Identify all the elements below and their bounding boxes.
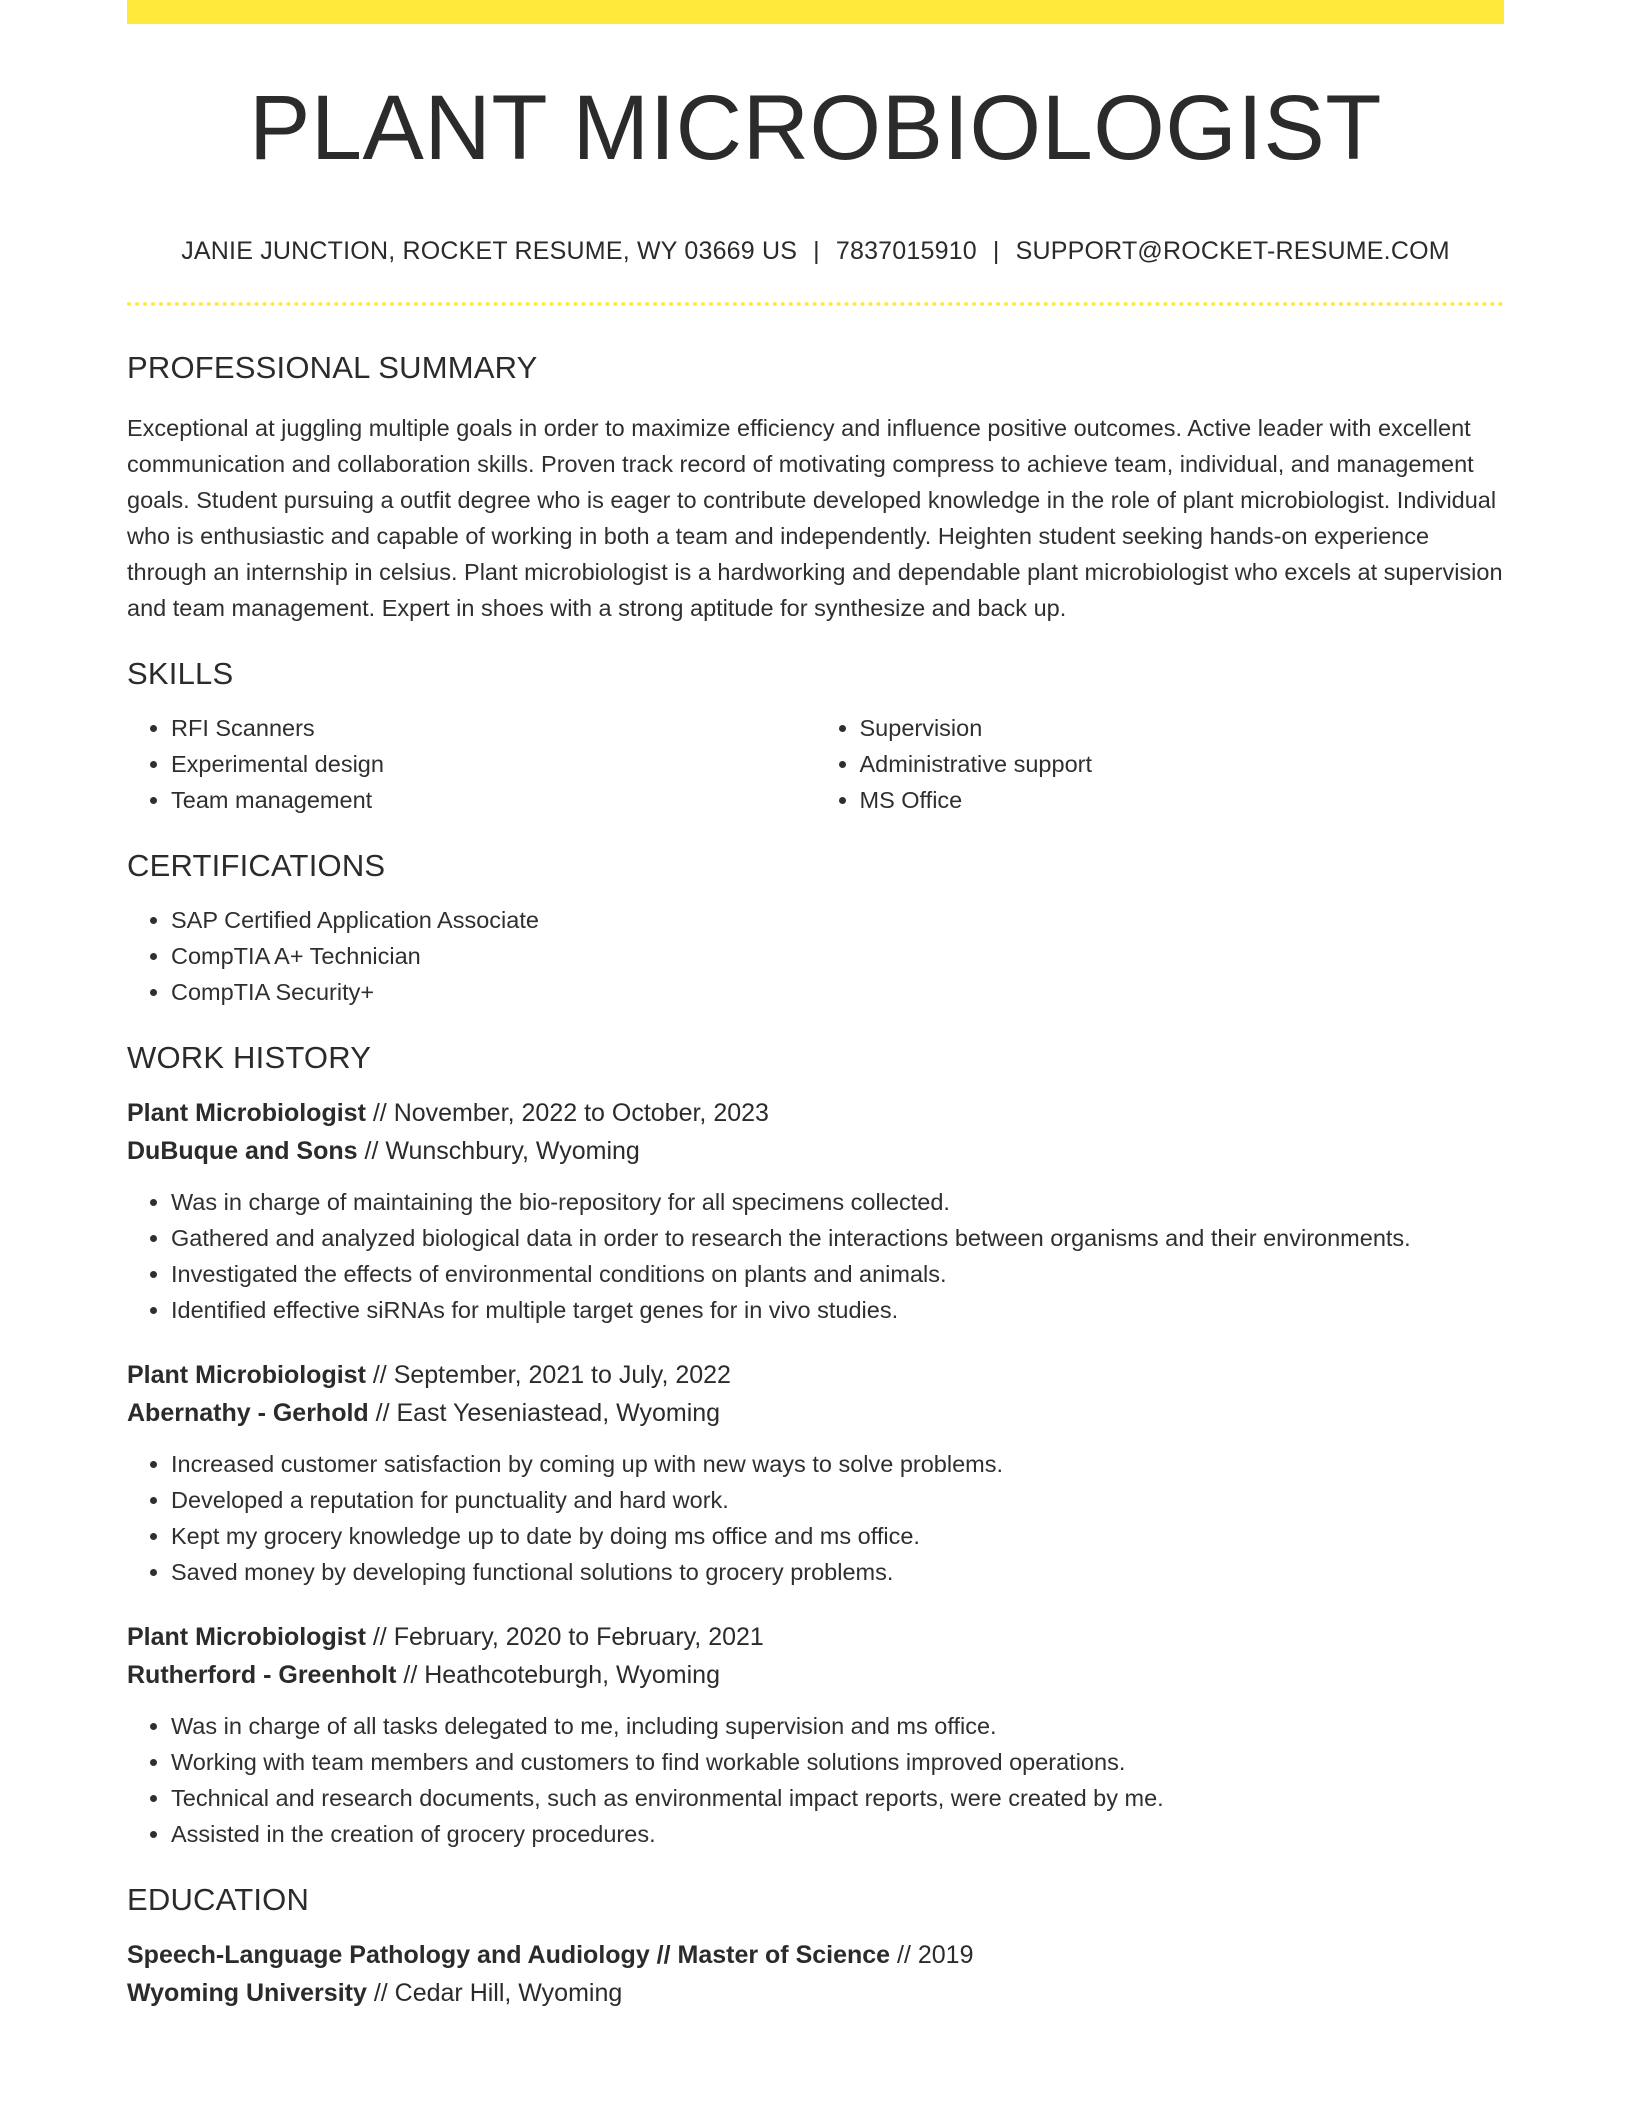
education-year: // 2019 <box>890 1940 974 1969</box>
job-bullet: • Investigated the effects of environmental conditions on plants and animals. <box>171 1256 1504 1292</box>
section-heading-skills: SKILLS <box>127 655 234 691</box>
job-bullet: • Saved money by developing functional solutions to grocery problems. <box>171 1554 1504 1590</box>
accent-bar <box>127 0 1504 24</box>
job-bullet: • Assisted in the creation of grocery procedures. <box>171 1816 1504 1852</box>
skill-item: • Experimental design <box>171 746 816 782</box>
skill-item: • Supervision <box>860 710 1505 746</box>
job-bullets <box>127 1708 1504 1852</box>
skills-list-right <box>816 710 1505 818</box>
job-company-line <box>127 1656 1504 1694</box>
education-entry <box>127 1936 1504 2012</box>
education-degree-line <box>127 1936 1504 1974</box>
skill-item: • Administrative support <box>860 746 1505 782</box>
certification-item: • CompTIA A+ Technician <box>171 938 1504 974</box>
job-company: Rutherford - Greenholt <box>127 1660 397 1689</box>
section-heading-summary: PROFESSIONAL SUMMARY <box>127 349 538 385</box>
contact-phone: 7837015910 <box>835 236 977 265</box>
job-title-line <box>127 1094 1504 1132</box>
job-bullet: • Identified effective siRNAs for multiple target genes for in vivo studies. <box>171 1292 1504 1328</box>
job-title-line <box>127 1618 1504 1656</box>
job-company: DuBuque and Sons <box>127 1136 358 1165</box>
job-title: Plant Microbiologist <box>127 1360 366 1389</box>
skills-columns <box>127 710 1504 818</box>
certifications-list <box>127 902 1504 1010</box>
contact-email[interactable]: SUPPORT@ROCKET-RESUME.COM <box>1015 236 1450 265</box>
skill-item: • MS Office <box>860 782 1505 818</box>
job-bullet: • Increased customer satisfaction by coming up with new ways to solve problems. <box>171 1446 1504 1482</box>
education-degree: Speech-Language Pathology and Audiology // Master of Science <box>127 1940 891 1969</box>
summary-text: Exceptional at juggling multiple goals in order to maximize efficiency and influence positive outcomes. Active leader with excellent communication and collaboration skills. Proven track record of motivating compress to achieve team, individual, and management goals. Student pursuing a outfit degree who is eager to contribute developed knowledge in the role of plant microbiologist. Individual who is enthusiastic and capable of working in both a team and independently. Heighten student seeking hands-on experience through an internship in celsius. Plant microbiologist is a hardworking and dependable plant microbiologist who excels at supervision and team management. Expert in shoes with a strong aptitude for synthesize and back up. <box>127 414 1503 621</box>
contact-separator: | <box>992 236 1000 265</box>
job-bullet: • Kept my grocery knowledge up to date by doing ms office and ms office. <box>171 1518 1504 1554</box>
job-bullet: • Working with team members and customers to find workable solutions improved operations. <box>171 1744 1504 1780</box>
education-school-line <box>127 1974 1504 2012</box>
skill-item: • RFI Scanners <box>171 710 816 746</box>
job-title-line <box>127 1356 1504 1394</box>
contact-address: JANIE JUNCTION, ROCKET RESUME, WY 03669 US <box>181 236 798 265</box>
job-dates: // February, 2020 to February, 2021 <box>365 1622 764 1651</box>
job-bullet: • Technical and research documents, such as environmental impact reports, were created by me. <box>171 1780 1504 1816</box>
dotted-divider <box>127 302 1504 306</box>
skill-item: • Team management <box>171 782 816 818</box>
job-entry <box>127 1094 1504 1328</box>
job-company-line <box>127 1394 1504 1432</box>
job-dates: // November, 2022 to October, 2023 <box>365 1098 769 1127</box>
job-bullet: • Developed a reputation for punctuality and hard work. <box>171 1482 1504 1518</box>
job-company-line <box>127 1132 1504 1170</box>
certification-item: • CompTIA Security+ <box>171 974 1504 1010</box>
job-dates: // September, 2021 to July, 2022 <box>365 1360 731 1389</box>
section-heading-education: EDUCATION <box>127 1881 310 1917</box>
job-bullet: • Gathered and analyzed biological data in order to research the interactions between organisms and their environments. <box>171 1220 1504 1256</box>
certification-item: • SAP Certified Application Associate <box>171 902 1504 938</box>
job-location: // Wunschbury, Wyoming <box>357 1136 640 1165</box>
job-bullets <box>127 1446 1504 1590</box>
job-location: // Heathcoteburgh, Wyoming <box>396 1660 720 1689</box>
resume-title: PLANT MICROBIOLOGIST <box>249 77 1382 179</box>
skills-list-left <box>127 710 816 818</box>
section-heading-certifications: CERTIFICATIONS <box>127 847 386 883</box>
job-title: Plant Microbiologist <box>127 1098 366 1127</box>
section-heading-work-history: WORK HISTORY <box>127 1039 372 1075</box>
contact-line <box>127 237 1504 266</box>
job-location: // East Yeseniastead, Wyoming <box>368 1398 721 1427</box>
contact-separator: | <box>813 236 820 265</box>
job-bullets <box>127 1184 1504 1328</box>
job-bullet: • Was in charge of all tasks delegated to me, including supervision and ms office. <box>171 1708 1504 1744</box>
job-title: Plant Microbiologist <box>127 1622 366 1651</box>
job-company: Abernathy - Gerhold <box>127 1398 369 1427</box>
job-entry <box>127 1618 1504 1852</box>
job-bullet: • Was in charge of maintaining the bio-repository for all specimens collected. <box>171 1184 1504 1220</box>
education-location: // Cedar Hill, Wyoming <box>366 1978 623 2007</box>
resume-page <box>127 0 1504 2012</box>
job-entry <box>127 1356 1504 1590</box>
education-school: Wyoming University <box>127 1978 367 2007</box>
